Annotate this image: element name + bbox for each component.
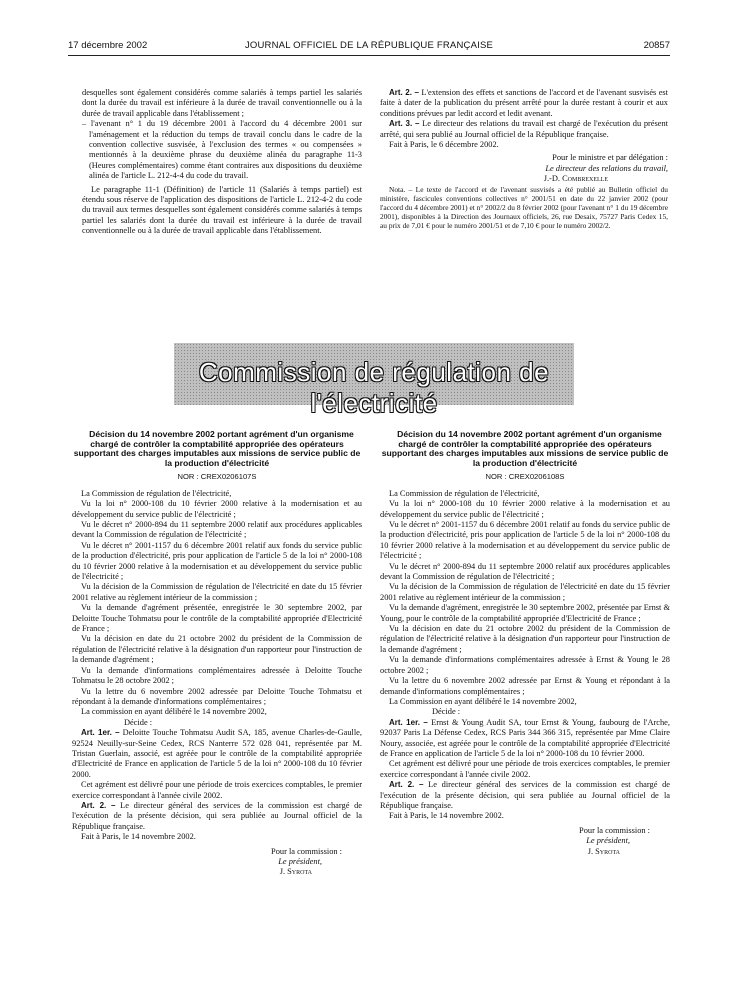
- header-rule: [68, 55, 670, 56]
- running-header: [68, 40, 670, 54]
- signature-title: Le directeur des relations du travail,: [545, 163, 668, 173]
- section-banner-title: Commission de régulation de l'électricité: [198, 357, 550, 418]
- article-2: [380, 780, 670, 811]
- visa-paragraphs: [72, 489, 362, 718]
- top-right-column: [380, 88, 668, 231]
- decision-title: Décision du 14 novembre 2002 portant agrément d'un organisme chargé de contrôler la comptabilité appropriée des opérateurs supportant des charges imputables aux missions de service public de la production d'électricité: [381, 429, 669, 468]
- article-text: Le directeur des relations du travail est chargé de l'exécution du présent arrêté, qui sera publié au Journal officiel de la République française.: [380, 119, 668, 139]
- visa-paragraph: Vu le décret n° 2000-894 du 11 septembre 2000 relatif aux procédures applicables devant la Commission de régulation de l'électricité ;: [72, 520, 362, 540]
- signature-title: Le président,: [278, 857, 322, 866]
- visa-paragraph: Vu la décision en date du 21 octobre 2002 du président de la Commission de régulation de l'électricité relative à la désignation d'un rapporteur pour l'instruction de la demande d'agrément ;: [380, 624, 670, 654]
- article-2: [380, 88, 668, 119]
- article-1: [380, 718, 670, 760]
- done-at: Fait à Paris, le 14 novembre 2002.: [81, 832, 196, 842]
- signature-block: [72, 847, 362, 878]
- article-text: Deloitte Touche Tohmatsu Audit SA, 185, avenue Charles-de-Gaulle, 92524 Neuilly-sur-Seine Cedex, RCS Nanterre 572 028 041, représentée par M. Tristan Guerlain, associé, est agréée pour le contrôle de la comptabilité appropriée d'Electricité de France en application de l'article 5 de la loi n° 2000-108 du 10 février 2000.: [72, 728, 362, 779]
- visa-paragraphs: [380, 489, 670, 708]
- visa-paragraph: La Commission de régulation de l'électricité,: [389, 488, 540, 498]
- signature-line: Pour le ministre et par délégation :: [552, 153, 668, 163]
- article-label: Art. 3. –: [389, 119, 420, 129]
- article-3: [380, 119, 668, 140]
- signature-block: [380, 826, 670, 857]
- nota-note: Nota. – Le texte de l'accord et de l'avenant susvisés a été publié au Bulletin officiel du ministère, fascicules conventions collectives n° 2001/51 en date du 22 janvier 2002 (pour l'accord du 4 décembre 2001) et n° 2002/2 du 8 février 2002 (pour l'avenant n° 1 du 19 décembre 2001), disponibles à la Direction des Journaux officiels, 26, rue Desaix, 75727 Paris Cedex 15, au prix de 7,01 € pour le numéro 2001/51 et de 7,10 € pour le numéro 2002/2.: [380, 184, 668, 231]
- section-banner: [174, 343, 574, 418]
- decide-heading: Décide :: [124, 717, 153, 727]
- header-date: 17 décembre 2002: [68, 40, 148, 51]
- paragraph: Le paragraphe 11-1 (Définition) de l'article 11 (Salariés à temps partiel) est étendu sous réserve de l'application des dispositions de l'article L. 212-4-2 du code du travail aux termes desquelles sont également considérés comme salariés à temps partiel les salariés dont la durée du travail est inférieure à la durée de travail conventionnelle ou à la durée de travail applicable dans l'établissement.: [82, 184, 362, 236]
- done-at: Fait à Paris, le 14 novembre 2002.: [389, 811, 504, 821]
- signature-title: Le président,: [586, 836, 630, 846]
- visa-paragraph: Vu le décret n° 2000-894 du 11 septembre 2000 relatif aux procédures applicables devant la Commission de régulation de l'électricité ;: [380, 561, 670, 582]
- signature-line: Pour la commission :: [579, 825, 650, 835]
- visa-paragraph: Vu la décision de la Commission de régulation de l'électricité en date du 15 février 2001 relative au règlement intérieur de la commission ;: [380, 582, 670, 602]
- article-2: [72, 801, 362, 832]
- article-label: Art. 2. –: [389, 88, 419, 97]
- article-text: Ernst & Young Audit SA, tour Ernst & Young, faubourg de l'Arche, 92037 Paris La Défense Cedex, RCS Paris 344 366 315, représentée par Mme Claire Noury, associée, est agréée pour le contrôle de la comptabilité appropriée d'Electricité de France en application de l'article 5 de la loi n° 2000-108 du 10 février 2000.: [380, 717, 670, 758]
- nor-reference: NOR : CREX0206107S: [177, 472, 257, 482]
- nor-reference: NOR : CREX0206108S: [485, 472, 565, 482]
- visa-paragraph: Vu la lettre du 6 novembre 2002 adressée par Ernst & Young et répondant à la demande d'informations complémentaires ;: [380, 676, 670, 696]
- visa-paragraph: Vu la loi n° 2000-108 du 10 février 2000 relative à la modernisation et au développement du service public de l'électricité ;: [72, 499, 362, 519]
- visa-paragraph: Vu la décision de la Commission de régulation de l'électricité en date du 15 février 2001 relative au règlement intérieur de la commission ;: [72, 582, 362, 602]
- agrement-paragraph: Cet agrément est délivré pour une période de trois exercices comptables, le premier exercice correspondant à l'année civile 2002.: [380, 759, 670, 779]
- header-page-number: 20857: [643, 40, 670, 51]
- visa-paragraph: La Commission de régulation de l'électricité,: [81, 488, 232, 498]
- article-1: [72, 728, 362, 780]
- article-label: Art. 2. –: [389, 780, 424, 790]
- article-text: Le directeur général des services de la commission est chargé de l'exécution de la présente décision, qui sera publiée au Journal officiel de la République française.: [380, 780, 670, 810]
- article-label: Art. 2. –: [81, 800, 116, 810]
- signature-name: J. Syrota: [279, 867, 312, 877]
- signature-block: [380, 153, 668, 184]
- visa-paragraph: Vu le décret n° 2001-1157 du 6 décembre 2001 relatif au fonds du service public de la production d'électricité, pris pour application de l'article 5 de la loi n° 2000-108 du 10 février 2000 relative à la modernisation et au développement du service public de l'électricité ;: [380, 520, 670, 561]
- signature-line: Pour la commission :: [271, 846, 342, 856]
- visa-paragraph: Vu la demande d'informations complémentaires adressée à Ernst & Young le 28 octobre 2002 ;: [380, 655, 670, 675]
- header-journal-title: JOURNAL OFFICIEL DE LA RÉPUBLIQUE FRANÇAISE: [244, 40, 494, 51]
- visa-paragraph: La commission en ayant délibéré le 14 novembre 2002,: [81, 707, 267, 717]
- top-left-column: [82, 88, 362, 237]
- article-text: Le directeur général des services de la commission est chargé de l'exécution de la présente décision, qui sera publiée au Journal officiel de la République française.: [72, 800, 362, 831]
- visa-paragraph: Vu la demande d'agrément présentée, enregistrée le 30 septembre 2002, par Deloitte Touche Tohmatsu pour le contrôle de la comptabilité appropriée d'Electricité de France ;: [72, 603, 362, 634]
- article-label: Art. 1er. –: [81, 728, 120, 738]
- left-decision: [72, 430, 362, 878]
- done-at: Fait à Paris, le 6 décembre 2002.: [389, 140, 499, 150]
- decide-heading: Décide :: [432, 707, 461, 717]
- paragraph: – l'avenant n° 1 du 19 décembre 2001 à l'accord du 4 décembre 2001 sur l'aménagement et la réduction du temps de travail conclu dans le cadre de la convention collective susvisée, à l'exclusion des termes « ou compensées » mentionnés à la deuxième phrase du deuxième alinéa du paragraphe 11-3 (Heures complémentaires) comme étant contraires aux dispositions du deuxième alinéa de l'article L. 212-4-4 du code du travail.: [82, 119, 362, 181]
- article-text: L'extension des effets et sanctions de l'accord et de l'avenant susvisés est faite à dater de la publication du présent arrêté pour la durée restant à courir et aux conditions prévues par ledit accord et ledit avenant.: [380, 88, 669, 118]
- paragraph: desquelles sont également considérés comme salariés à temps partiel les salariés dont la durée du travail est inférieure à la durée de travail conventionnelle ou à la durée de travail applicable dans l'établissement ;: [82, 88, 362, 118]
- visa-paragraph: Vu la lettre du 6 novembre 2002 adressée par Deloitte Touche Tohmatsu et répondant à la demande d'informations complémentaires ;: [72, 686, 362, 706]
- visa-paragraph: Vu la demande d'agrément, enregistrée le 30 septembre 2002, présentée par Ernst & Young, pour le contrôle de la comptabilité appropriée d'Electricité de France ;: [380, 603, 670, 623]
- agrement-paragraph: Cet agrément est délivré pour une période de trois exercices comptables, le premier exercice correspondant à l'année civile 2002.: [72, 780, 362, 800]
- visa-paragraph: Vu la décision en date du 21 octobre 2002 du président de la Commission de régulation de l'électricité relative à la désignation d'un rapporteur pour l'instruction de la demande d'agrément ;: [72, 634, 362, 665]
- decision-title: Décision du 14 novembre 2002 portant agrément d'un organisme chargé de contrôler la comptabilité appropriée des opérateurs supportant des charges imputables aux missions de service public de la production d'électricité: [73, 429, 361, 468]
- signature-name: J. Syrota: [587, 846, 620, 856]
- right-decision: [380, 430, 670, 857]
- visa-paragraph: Vu la demande d'informations complémentaires adressée à Deloitte Touche Tohmatsu le 28 octobre 2002 ;: [72, 665, 362, 686]
- signature-name: J.-D. Combrexelle: [543, 174, 608, 184]
- visa-paragraph: Vu le décret n° 2001-1157 du 6 décembre 2001 relatif aux fonds du service public de la production d'électricité, pris pour application de l'article 5 de la loi n° 2000-108 du 10 février 2000 relative à la modernisation et au développement du service public de l'électricité ;: [72, 540, 362, 582]
- visa-paragraph: La Commission en ayant délibéré le 14 novembre 2002,: [389, 696, 577, 706]
- article-label: Art. 1er. –: [389, 717, 428, 727]
- visa-paragraph: Vu la loi n° 2000-108 du 10 février 2000 relative à la modernisation et au développement du service public de l'électricité ;: [380, 499, 670, 519]
